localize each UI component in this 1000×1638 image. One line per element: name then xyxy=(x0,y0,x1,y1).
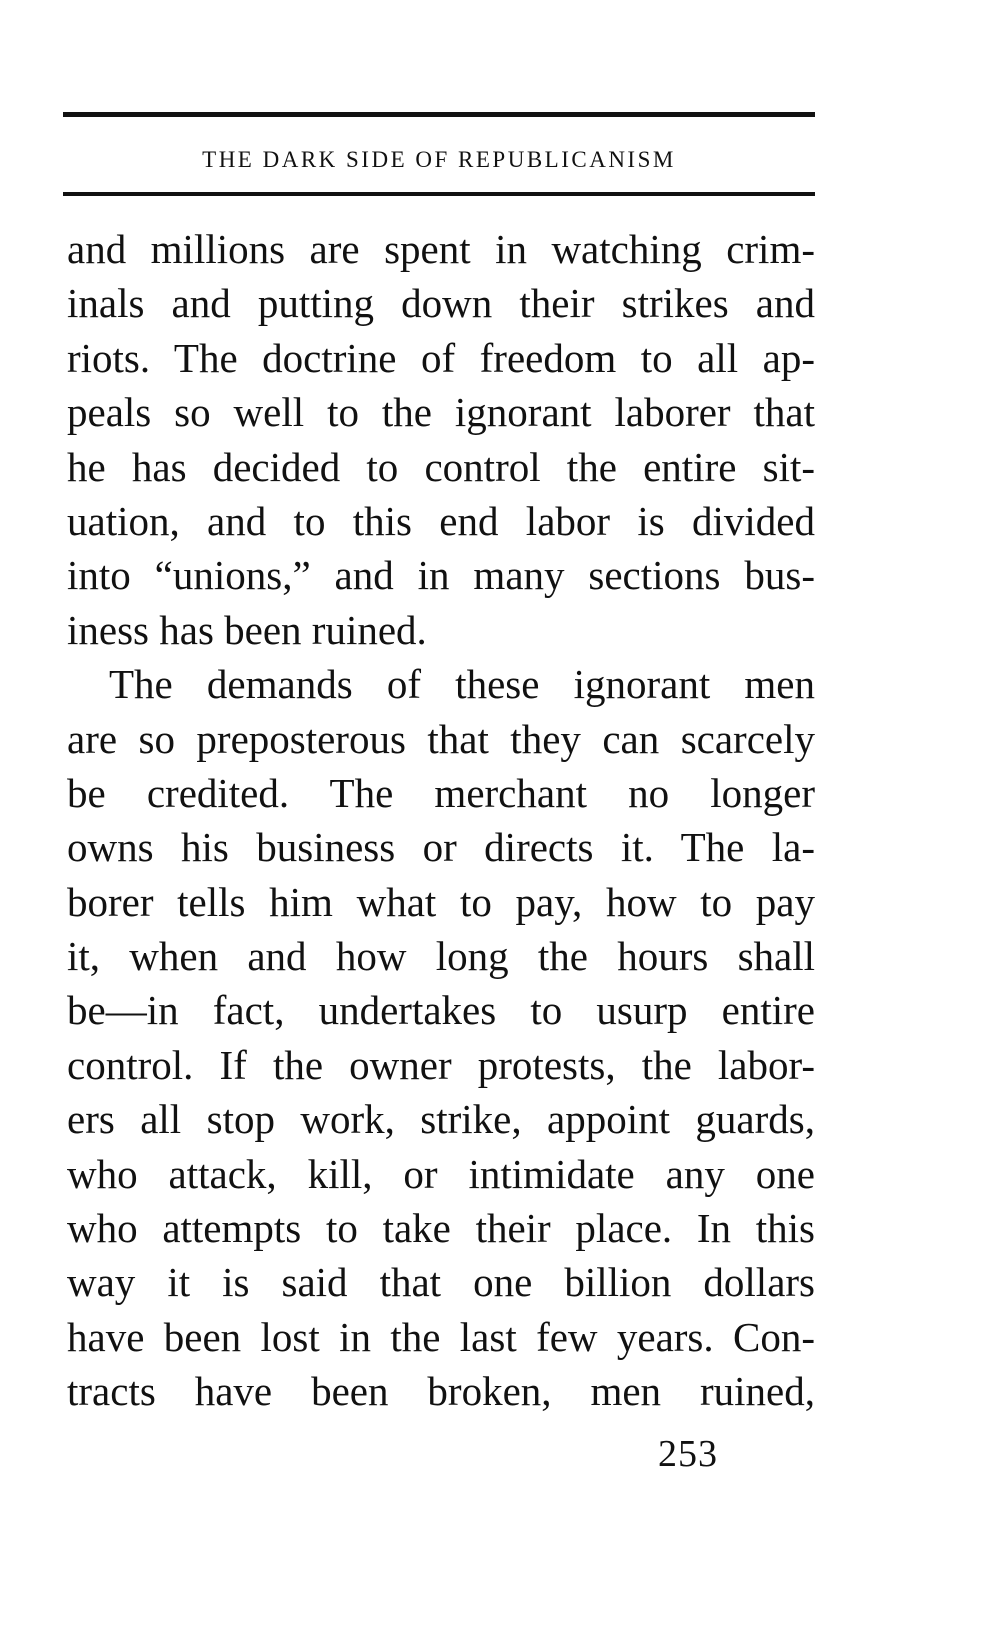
header-rule-top xyxy=(63,112,815,117)
text-line: peals so well to the ignorant laborer that xyxy=(67,389,815,436)
text-line: owns his business or directs it. The la- xyxy=(67,824,815,871)
text-line: tracts have been broken, men ruined, xyxy=(67,1368,815,1415)
text-line: riots. The doctrine of freedom to all ap- xyxy=(67,334,815,381)
text-line: The demands of these ignorant men xyxy=(109,661,815,708)
paragraph xyxy=(67,222,815,657)
text-line: iness has been ruined. xyxy=(67,606,427,653)
text-line: and millions are spent in watching crim- xyxy=(67,226,815,272)
text-line: into “unions,” and in many sections bus- xyxy=(67,552,815,599)
text-line: uation, and to this end labor is divided xyxy=(67,497,815,544)
text-line: way it is said that one billion dollars xyxy=(67,1259,815,1306)
text-line: ers all stop work, strike, appoint guards, xyxy=(67,1096,815,1143)
text-line: have been lost in the last few years. Con- xyxy=(67,1313,815,1360)
page-number: 253 xyxy=(658,1433,718,1475)
header-rule-bottom xyxy=(63,192,815,196)
text-line: who attack, kill, or intimidate any one xyxy=(67,1150,815,1197)
text-line: it, when and how long the hours shall xyxy=(67,933,815,980)
text-line: inals and putting down their strikes and xyxy=(67,280,815,327)
text-line: he has decided to control the entire sit- xyxy=(67,443,815,490)
text-line: are so preposterous that they can scarcely xyxy=(67,715,815,762)
body-text xyxy=(67,222,815,1419)
paragraph xyxy=(67,657,815,1418)
text-line: be credited. The merchant no longer xyxy=(67,769,815,816)
running-head: THE DARK SIDE OF REPUBLICANISM xyxy=(202,147,676,172)
text-line: be—in fact, undertakes to usurp entire xyxy=(67,987,815,1034)
text-line: who attempts to take their place. In this xyxy=(67,1205,815,1252)
text-line: control. If the owner protests, the labor- xyxy=(67,1041,815,1088)
text-line: borer tells him what to pay, how to pay xyxy=(67,878,815,925)
